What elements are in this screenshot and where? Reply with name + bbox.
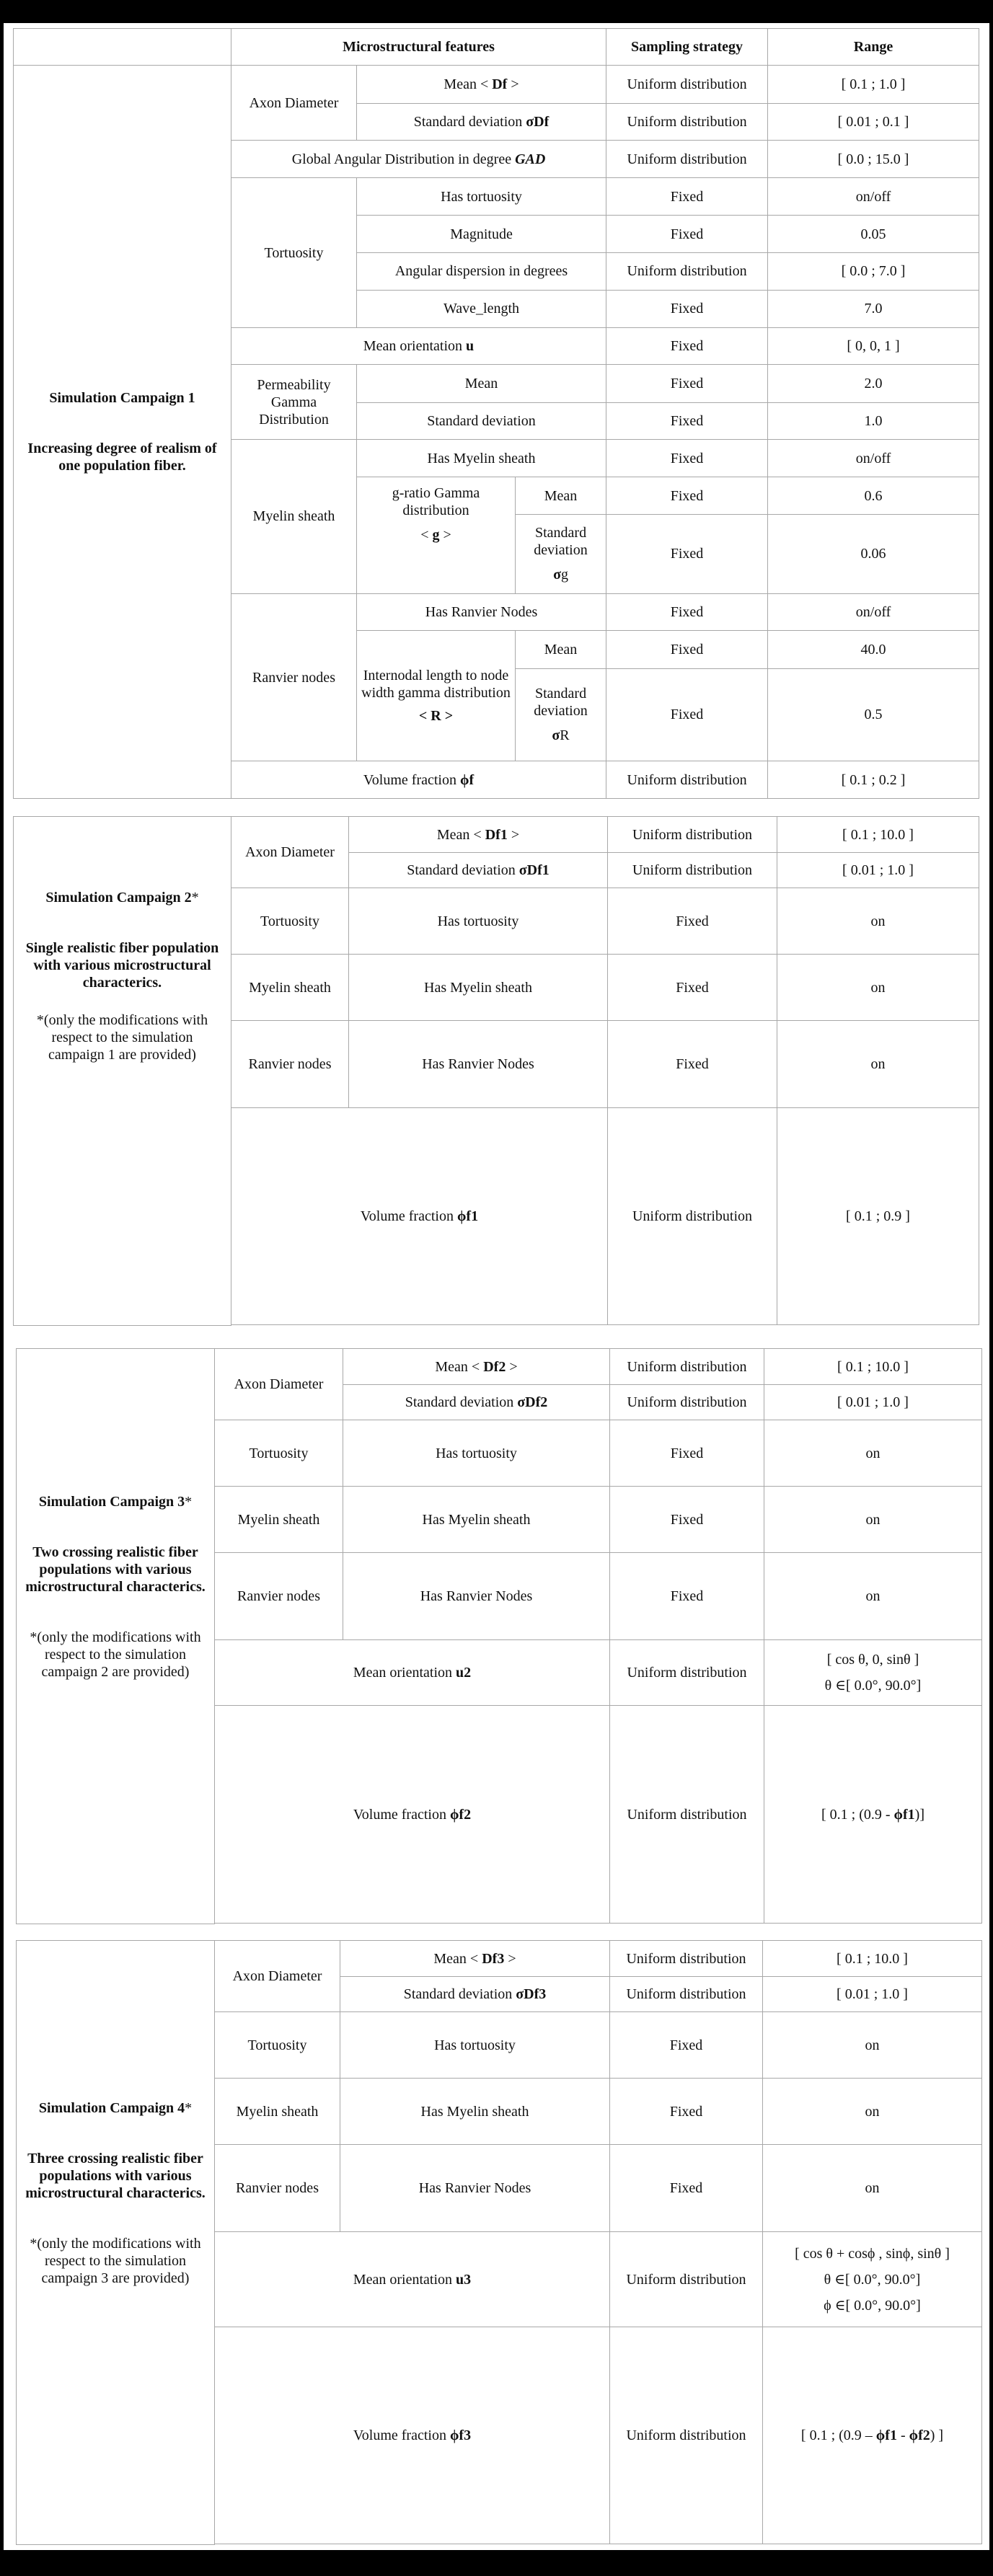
campaign-title: Simulation Campaign 1 (49, 390, 195, 407)
range-cell: [ 0.01 ; 1.0 ] (777, 853, 979, 888)
campaign-2-table (13, 816, 979, 1326)
sampling-cell: Uniform distribution (610, 1706, 764, 1924)
feature-has-tortuosity: Has tortuosity (340, 2012, 610, 2079)
range-cell: on (777, 1021, 979, 1108)
sampling-cell: Uniform distribution (610, 1385, 764, 1420)
sampling-cell: Uniform distribution (610, 1977, 763, 2012)
range-cell: on (763, 2012, 982, 2079)
feature-mean-diameter: Mean < Df1 > (349, 817, 608, 853)
feature-has-ranvier: Has Ranvier Nodes (343, 1553, 610, 1640)
sampling-cell: Fixed (610, 2079, 763, 2145)
campaign-note: *(only the modifications with respect to the simulation campaign 1 are provided) (36, 1012, 208, 1063)
range-cell: [ 0.1 ; 10.0 ] (764, 1349, 982, 1385)
range-cell: [ 0.1 ; 10.0 ] (763, 1941, 982, 1977)
campaign-title: Simulation Campaign 2* (45, 890, 199, 906)
feature-has-myelin: Has Myelin sheath (349, 955, 608, 1021)
sampling-cell: Fixed (606, 327, 768, 364)
feature-has-myelin: Has Myelin sheath (343, 1487, 610, 1553)
feature-has-myelin: Has Myelin sheath (357, 440, 606, 477)
range-cell: [ 0.01 ; 1.0 ] (763, 1977, 982, 2012)
range-cell: 0.06 (768, 514, 979, 593)
campaign-title: Simulation Campaign 3* (38, 1494, 193, 1510)
feature-has-tortuosity: Has tortuosity (349, 888, 608, 955)
campaign-1-table (13, 28, 979, 799)
table-row (14, 817, 979, 853)
feature-std-diameter: Standard deviation σDf1 (349, 853, 608, 888)
range-cell: on (764, 1487, 982, 1553)
range-cell: [ 0.1 ; 1.0 ] (768, 66, 979, 103)
feature-group-axon-diameter: Axon Diameter (231, 817, 349, 888)
header-empty (14, 29, 231, 66)
sampling-cell: Fixed (606, 514, 768, 593)
feature-r-mean: Mean (516, 631, 606, 668)
feature-magnitude: Magnitude (357, 215, 606, 252)
range-cell: [ 0.01 ; 1.0 ] (764, 1385, 982, 1420)
feature-g-std: Standard deviation σg (516, 514, 606, 593)
campaign-3-table (16, 1348, 982, 1924)
feature-gad: Global Angular Distribution in degree GAD (231, 141, 606, 178)
table-row (17, 1349, 982, 1385)
range-cell: 7.0 (768, 290, 979, 327)
table-row (14, 66, 979, 103)
range-cell: on/off (768, 440, 979, 477)
feature-group-myelin: Myelin sheath (231, 440, 357, 594)
range-cell: 2.0 (768, 365, 979, 402)
header-row (14, 29, 979, 66)
sampling-cell: Fixed (608, 888, 777, 955)
range-cell: [ 0.0 ; 15.0 ] (768, 141, 979, 178)
sampling-cell: Fixed (610, 1553, 764, 1640)
feature-group-myelin: Myelin sheath (215, 1487, 343, 1553)
sampling-cell: Uniform distribution (610, 2232, 763, 2327)
campaign-title: Simulation Campaign 4* (38, 2100, 193, 2116)
range-cell: [ cos θ, 0, sinθ ] θ ∈[ 0.0°, 90.0°] (764, 1640, 982, 1706)
feature-group-axon-diameter: Axon Diameter (215, 1349, 343, 1420)
range-cell: [ 0.1 ; (0.9 - ϕf1)] (764, 1706, 982, 1924)
range-cell: 1.0 (768, 402, 979, 439)
range-cell: [ 0.1 ; 0.9 ] (777, 1108, 979, 1325)
feature-has-tortuosity: Has tortuosity (357, 178, 606, 215)
feature-wave-length: Wave_length (357, 290, 606, 327)
feature-std-diameter: Standard deviation σDf2 (343, 1385, 610, 1420)
campaign-description: Three crossing realistic fiber populations with various microstructural characterics. (25, 2151, 206, 2201)
feature-std-diameter: Standard deviation σDf3 (340, 1977, 610, 2012)
sampling-cell: Fixed (606, 365, 768, 402)
feature-group-axon-diameter: Axon Diameter (231, 66, 357, 141)
range-cell: on (777, 955, 979, 1021)
sampling-cell: Uniform distribution (610, 1640, 764, 1706)
sampling-cell: Uniform distribution (606, 141, 768, 178)
sampling-cell: Fixed (608, 1021, 777, 1108)
feature-group-permeability: Permeability Gamma Distribution (231, 365, 357, 440)
sampling-cell: Fixed (606, 215, 768, 252)
feature-group-ranvier: Ranvier nodes (215, 1553, 343, 1640)
sampling-cell: Fixed (610, 1420, 764, 1487)
document-page (4, 23, 989, 2550)
range-cell: 0.6 (768, 477, 979, 514)
feature-volume-fraction: Volume fraction ϕf3 (215, 2327, 610, 2544)
sampling-cell: Fixed (606, 290, 768, 327)
campaign-note: *(only the modifications with respect to the simulation campaign 2 are provided) (30, 1629, 201, 1680)
range-cell: on (777, 888, 979, 955)
range-cell: [ 0.0 ; 7.0 ] (768, 253, 979, 290)
range-cell: on/off (768, 178, 979, 215)
feature-g-mean: Mean (516, 477, 606, 514)
range-cell: 40.0 (768, 631, 979, 668)
feature-mean-diameter: Mean < Df2 > (343, 1349, 610, 1385)
campaign-4-table (16, 1940, 982, 2545)
sampling-cell: Uniform distribution (610, 2327, 763, 2544)
sampling-cell: Uniform distribution (606, 66, 768, 103)
feature-group-tortuosity: Tortuosity (231, 178, 357, 327)
feature-mean-orientation: Mean orientation u3 (215, 2232, 610, 2327)
sampling-cell: Fixed (606, 593, 768, 630)
feature-mean-orientation: Mean orientation u2 (215, 1640, 610, 1706)
sampling-cell: Uniform distribution (606, 761, 768, 799)
feature-std-diameter: Standard deviation σDf (357, 103, 606, 140)
range-cell: [ 0.1 ; (0.9 – ϕf1 - ϕf2) ] (763, 2327, 982, 2544)
campaign-label-cell (17, 1349, 215, 1924)
campaign-label-cell (14, 817, 231, 1326)
campaign-label-cell (17, 1941, 215, 2545)
feature-mean-orientation: Mean orientation u (231, 327, 606, 364)
range-cell: [ 0.1 ; 10.0 ] (777, 817, 979, 853)
feature-group-axon-diameter: Axon Diameter (215, 1941, 340, 2012)
feature-volume-fraction: Volume fraction ϕf2 (215, 1706, 610, 1924)
campaign-note: *(only the modifications with respect to the simulation campaign 3 are provided) (30, 2236, 201, 2286)
feature-mean-diameter: Mean < Df > (357, 66, 606, 103)
sampling-cell: Fixed (606, 631, 768, 668)
feature-internodal: Internodal length to node width gamma distribution < R > (357, 631, 516, 761)
feature-has-ranvier: Has Ranvier Nodes (340, 2145, 610, 2232)
header-features: Microstructural features (231, 29, 606, 66)
range-cell: [ 0, 0, 1 ] (768, 327, 979, 364)
sampling-cell: Fixed (606, 477, 768, 514)
feature-has-myelin: Has Myelin sheath (340, 2079, 610, 2145)
feature-volume-fraction: Volume fraction ϕf (231, 761, 606, 799)
header-range: Range (768, 29, 979, 66)
feature-group-myelin: Myelin sheath (215, 2079, 340, 2145)
table-row (17, 1941, 982, 1977)
feature-group-tortuosity: Tortuosity (215, 1420, 343, 1487)
campaign-description: Two crossing realistic fiber populations with various microstructural characterics. (25, 1544, 206, 1595)
campaign-label-cell (14, 66, 231, 799)
range-cell: 0.5 (768, 668, 979, 761)
sampling-cell: Fixed (610, 2145, 763, 2232)
feature-perm-mean: Mean (357, 365, 606, 402)
campaign-description: Increasing degree of realism of one population fiber. (27, 441, 217, 474)
range-cell: on (764, 1420, 982, 1487)
feature-group-myelin: Myelin sheath (231, 955, 349, 1021)
feature-r-std: Standard deviation σR (516, 668, 606, 761)
sampling-cell: Uniform distribution (610, 1349, 764, 1385)
sampling-cell: Fixed (608, 955, 777, 1021)
range-cell: on (764, 1553, 982, 1640)
sampling-cell: Fixed (610, 1487, 764, 1553)
range-cell: 0.05 (768, 215, 979, 252)
sampling-cell: Fixed (606, 440, 768, 477)
range-cell: [ 0.1 ; 0.2 ] (768, 761, 979, 799)
sampling-cell: Uniform distribution (608, 853, 777, 888)
feature-group-tortuosity: Tortuosity (231, 888, 349, 955)
sampling-cell: Uniform distribution (608, 817, 777, 853)
sampling-cell: Uniform distribution (606, 103, 768, 140)
sampling-cell: Fixed (606, 668, 768, 761)
feature-has-ranvier: Has Ranvier Nodes (357, 593, 606, 630)
feature-has-tortuosity: Has tortuosity (343, 1420, 610, 1487)
feature-volume-fraction: Volume fraction ϕf1 (231, 1108, 608, 1325)
feature-group-ranvier: Ranvier nodes (231, 1021, 349, 1108)
feature-perm-std: Standard deviation (357, 402, 606, 439)
sampling-cell: Fixed (610, 2012, 763, 2079)
sampling-cell: Uniform distribution (610, 1941, 763, 1977)
sampling-cell: Fixed (606, 402, 768, 439)
feature-mean-diameter: Mean < Df3 > (340, 1941, 610, 1977)
range-cell: [ 0.01 ; 0.1 ] (768, 103, 979, 140)
feature-group-tortuosity: Tortuosity (215, 2012, 340, 2079)
range-cell: on/off (768, 593, 979, 630)
header-sampling: Sampling strategy (606, 29, 768, 66)
campaign-description: Single realistic fiber population with various microstructural characterics. (25, 940, 219, 991)
feature-gratio: g-ratio Gamma distribution < g > (357, 477, 516, 593)
feature-has-ranvier: Has Ranvier Nodes (349, 1021, 608, 1108)
range-cell: on (763, 2079, 982, 2145)
range-cell: on (763, 2145, 982, 2232)
range-cell: [ cos θ + cosϕ , sinϕ, sinθ ] θ ∈[ 0.0°, 90.0°] ϕ ∈[ 0.0°, 90.0°] (763, 2232, 982, 2327)
feature-group-ranvier: Ranvier nodes (231, 593, 357, 761)
feature-group-ranvier: Ranvier nodes (215, 2145, 340, 2232)
feature-angular-dispersion: Angular dispersion in degrees (357, 253, 606, 290)
sampling-cell: Uniform distribution (608, 1108, 777, 1325)
sampling-cell: Fixed (606, 178, 768, 215)
sampling-cell: Uniform distribution (606, 253, 768, 290)
